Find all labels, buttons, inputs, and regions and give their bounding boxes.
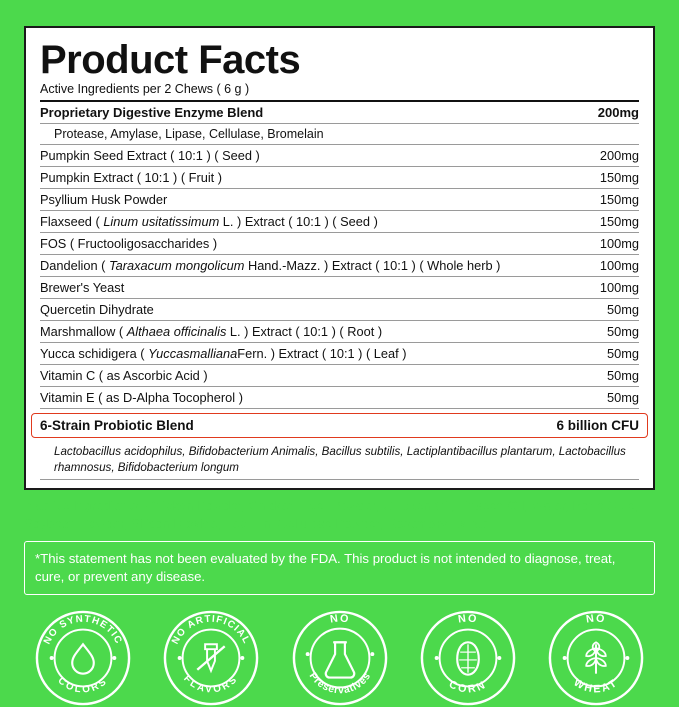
svg-text:FLAVORS: FLAVORS [181, 672, 241, 695]
table-row [40, 167, 639, 189]
table-row [40, 102, 639, 124]
ingredients-table [40, 102, 639, 409]
badge-no-corn [419, 609, 517, 707]
svg-text:COLORS: COLORS [55, 674, 111, 696]
svg-text:NO SYNTHETIC: NO SYNTHETIC [41, 613, 125, 646]
table-row [40, 124, 639, 145]
badge-row [24, 595, 655, 707]
ingredient-amount: 150mg [539, 211, 639, 233]
ingredient-amount [539, 124, 639, 145]
table-row [40, 255, 639, 277]
inactive-ingredients: Inactive Ingredients: Chicken Powder, Chicken Liver Powder, Chicken Oil, Linseed Oil, Water, Bone Glue, Soybean Powder, Silicon Dioxide, Lecithin, Cellulose Powder, Rosemary Extract. [24, 498, 639, 532]
svg-text:NO ARTIFICIAL: NO ARTIFICIAL [170, 613, 253, 646]
badge-no-preservatives [291, 609, 389, 707]
ingredient-name: FOS ( Fructooligosaccharides ) [40, 233, 539, 255]
ingredient-name: Pumpkin Seed Extract ( 10:1 ) ( Seed ) [40, 145, 539, 167]
ingredient-amount: 50mg [539, 387, 639, 409]
ingredient-name: Proprietary Digestive Enzyme Blend [40, 102, 539, 124]
badge-no-synthetic-colors [34, 609, 132, 707]
serving-subtitle: Active Ingredients per 2 Chews ( 6 g ) [40, 82, 250, 96]
badge-no-artificial-flavors [162, 609, 260, 707]
ingredient-amount: 100mg [539, 255, 639, 277]
ingredient-amount: 50mg [539, 321, 639, 343]
table-row [40, 387, 639, 409]
probiotic-highlight-box [31, 413, 648, 438]
table-row [40, 321, 639, 343]
table-row [40, 343, 639, 365]
dropper-icon [162, 609, 260, 707]
product-facts-panel [24, 26, 655, 490]
ingredient-name: Vitamin E ( as D-Alpha Tocopherol ) [40, 387, 539, 409]
svg-text:NO: NO [585, 612, 607, 626]
table-row [40, 211, 639, 233]
badge-no-wheat [547, 609, 645, 707]
corn-icon [419, 609, 517, 707]
table-row [40, 189, 639, 211]
ingredient-name: Quercetin Dihydrate [40, 299, 539, 321]
ingredients-body [40, 102, 639, 409]
table-row [40, 145, 639, 167]
ingredient-amount: 150mg [539, 167, 639, 189]
ingredient-amount: 50mg [539, 365, 639, 387]
ingredient-name: Marshmallow ( Althaea officinalis L. ) Extract ( 10:1 ) ( Root ) [40, 321, 539, 343]
probiotic-row [40, 418, 639, 433]
ingredient-name: Psyllium Husk Powder [40, 189, 539, 211]
ingredient-name: Vitamin C ( as Ascorbic Acid ) [40, 365, 539, 387]
ingredient-amount: 150mg [539, 189, 639, 211]
ingredient-amount: 100mg [539, 277, 639, 299]
flask-icon [291, 609, 389, 707]
svg-text:CORN: CORN [446, 677, 489, 696]
ingredient-amount: 50mg [539, 299, 639, 321]
ingredient-name: Brewer's Yeast [40, 277, 539, 299]
droplet-icon [34, 609, 132, 707]
table-row [40, 365, 639, 387]
wheat-icon [547, 609, 645, 707]
svg-text:WHEAT: WHEAT [571, 676, 621, 696]
fda-disclaimer: *This statement has not been evaluated by the FDA. This product is not intended to diagnose, treat, cure, or prevent any disease. [24, 541, 655, 595]
ingredient-amount: 200mg [539, 102, 639, 124]
ingredient-name: Pumpkin Extract ( 10:1 ) ( Fruit ) [40, 167, 539, 189]
ingredient-amount: 100mg [539, 233, 639, 255]
ingredient-amount: 200mg [539, 145, 639, 167]
table-row [40, 233, 639, 255]
probiotic-amount: 6 billion CFU [556, 418, 639, 433]
probiotic-label: 6-Strain Probiotic Blend [40, 418, 194, 433]
page-title: Product Facts [40, 38, 301, 82]
table-row [40, 299, 639, 321]
strain-list: Lactobacillus acidophilus, Bifidobacterium Animalis, Bacillus subtilis, Lactiplantibacillus plantarum, Lactobacillus rhamnosus, Bifidobacterium longum [40, 440, 639, 480]
ingredient-name: Protease, Amylase, Lipase, Cellulase, Bromelain [40, 124, 539, 145]
ingredient-amount: 50mg [539, 343, 639, 365]
table-row [40, 277, 639, 299]
ingredient-name: Dandelion ( Taraxacum mongolicum Hand.-Mazz. ) Extract ( 10:1 ) ( Whole herb ) [40, 255, 539, 277]
ingredient-name: Flaxseed ( Linum usitatissimum L. ) Extract ( 10:1 ) ( Seed ) [40, 211, 539, 233]
svg-text:NO: NO [457, 612, 479, 626]
svg-text:Preservatives: Preservatives [306, 670, 373, 696]
ingredient-name: Yucca schidigera ( YuccasmallianaFern. ) Extract ( 10:1 ) ( Leaf ) [40, 343, 539, 365]
svg-text:NO: NO [328, 612, 351, 626]
